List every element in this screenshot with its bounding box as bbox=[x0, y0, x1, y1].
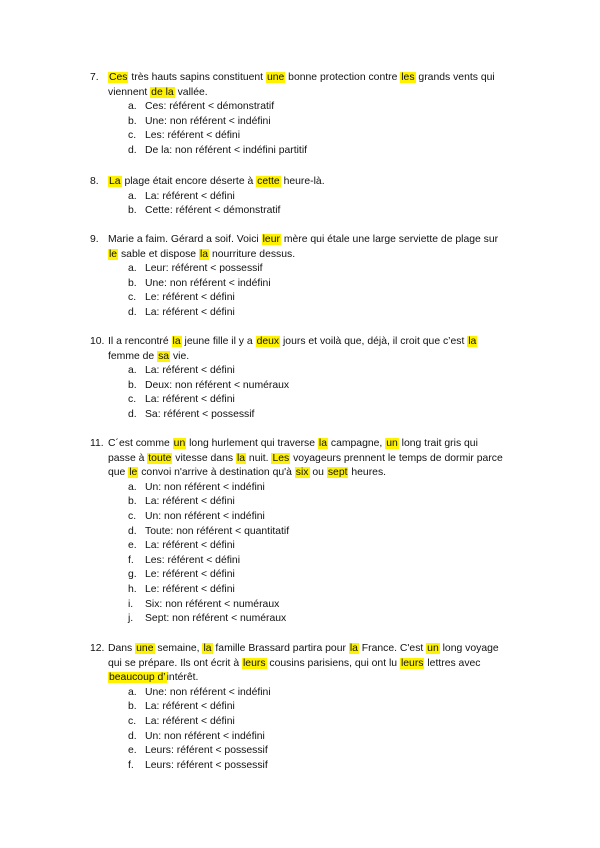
answer-letter: b. bbox=[128, 496, 137, 508]
answer-text: Le: référent < défini bbox=[145, 292, 235, 304]
text-run: sable et dispose bbox=[118, 248, 199, 260]
text-run: femme de bbox=[108, 350, 158, 362]
answer-text: La: référent < défini bbox=[145, 715, 235, 727]
answer-letter: c. bbox=[128, 510, 137, 522]
answer-item bbox=[128, 481, 530, 496]
highlighted-word: Ces bbox=[109, 72, 128, 83]
answer-item bbox=[128, 700, 530, 715]
text-run: nuit. bbox=[246, 452, 272, 464]
answer-list bbox=[90, 100, 530, 158]
text-run: grands vents qui bbox=[415, 72, 495, 83]
answer-item bbox=[128, 510, 530, 525]
answer-text: La: référent < défini bbox=[145, 496, 235, 508]
answer-letter: a. bbox=[128, 365, 137, 377]
text-run: Il a rencontré bbox=[108, 336, 172, 347]
answer-letter: g. bbox=[128, 569, 137, 581]
question-10 bbox=[90, 335, 530, 423]
answer-letter: c. bbox=[128, 715, 137, 727]
question-text bbox=[108, 176, 325, 187]
text-run: que bbox=[108, 467, 129, 479]
highlighted-word: les bbox=[401, 72, 415, 83]
question-7 bbox=[90, 71, 530, 159]
text-run: cousins parisiens, qui ont lu bbox=[266, 657, 400, 669]
answer-letter: d. bbox=[128, 144, 137, 156]
answer-letter: e. bbox=[128, 540, 137, 552]
answer-list bbox=[90, 364, 530, 422]
question-stem bbox=[90, 175, 530, 190]
answer-letter: c. bbox=[128, 292, 137, 304]
question-number: 8. bbox=[90, 176, 99, 187]
question-stem bbox=[90, 335, 530, 364]
answer-text: Les: référent < défini bbox=[145, 130, 241, 142]
question-text bbox=[108, 643, 499, 683]
answer-list bbox=[90, 190, 530, 219]
answer-text: Cette: référent < démonstratif bbox=[145, 205, 281, 217]
text-run: long voyage bbox=[439, 643, 499, 654]
text-run: vitesse dans bbox=[172, 452, 236, 464]
answer-text: Une: non référent < indéfini bbox=[145, 115, 271, 127]
question-stem bbox=[90, 233, 530, 262]
highlighted-word: toute bbox=[148, 452, 172, 464]
text-run: bonne protection contre bbox=[285, 72, 401, 83]
answer-text: La: référent < défini bbox=[145, 190, 235, 202]
text-run: heures. bbox=[348, 467, 387, 479]
answer-text: La: référent < défini bbox=[145, 306, 235, 318]
highlighted-word: leurs bbox=[243, 657, 266, 669]
answer-text: La: référent < défini bbox=[145, 701, 235, 713]
highlighted-word: la bbox=[468, 336, 477, 347]
answer-letter: d. bbox=[128, 525, 137, 537]
highlighted-word: une bbox=[136, 643, 154, 654]
question-number: 12. bbox=[90, 643, 105, 654]
answer-text: Six: non référent < numéraux bbox=[145, 598, 280, 610]
question-number: 11. bbox=[90, 438, 104, 449]
answer-item bbox=[128, 583, 530, 598]
answer-list bbox=[90, 262, 530, 320]
text-run: famille Brassard partira pour bbox=[212, 643, 349, 654]
answer-letter: a. bbox=[128, 481, 137, 493]
text-run: intérêt. bbox=[166, 672, 199, 684]
answer-text: De la: non référent < indéfini partitif bbox=[145, 144, 308, 156]
question-text bbox=[108, 234, 498, 260]
answer-item bbox=[128, 686, 530, 701]
answer-letter: a. bbox=[128, 101, 137, 113]
answer-text: Sept: non référent < numéraux bbox=[145, 613, 287, 625]
highlighted-word: une bbox=[266, 72, 285, 83]
answer-item bbox=[128, 144, 530, 159]
highlighted-word: le bbox=[129, 467, 138, 479]
answer-item bbox=[128, 129, 530, 144]
answer-list bbox=[90, 481, 530, 627]
text-run: long trait gris qui bbox=[398, 438, 478, 449]
answer-item bbox=[128, 379, 530, 394]
text-run: jeune fille il y a bbox=[181, 336, 256, 347]
answer-text: Un: non référent < indéfini bbox=[145, 730, 265, 742]
answer-item bbox=[128, 525, 530, 540]
question-11 bbox=[90, 437, 530, 627]
highlighted-word: un bbox=[427, 643, 439, 654]
text-run: qui se prépare. Ils ont écrit à bbox=[108, 657, 242, 669]
highlighted-word: la bbox=[349, 643, 358, 654]
question-12 bbox=[90, 642, 530, 773]
text-run: plage était encore déserte à bbox=[121, 176, 257, 187]
text-run: Dans bbox=[108, 643, 136, 654]
answer-text: Leurs: référent < possessif bbox=[145, 759, 268, 771]
highlighted-word: le bbox=[109, 248, 118, 260]
question-text bbox=[108, 336, 477, 362]
question-stem bbox=[90, 437, 530, 481]
answer-letter: b. bbox=[128, 205, 137, 217]
highlighted-word: un bbox=[173, 438, 186, 449]
question-text bbox=[108, 72, 495, 98]
text-run: passe à bbox=[108, 452, 148, 464]
answer-item bbox=[128, 598, 530, 613]
question-number: 7. bbox=[90, 72, 99, 83]
answer-letter: j. bbox=[128, 613, 134, 625]
answer-item bbox=[128, 715, 530, 730]
answer-item bbox=[128, 759, 530, 774]
answer-item bbox=[128, 744, 530, 759]
answer-text: La: référent < défini bbox=[145, 365, 235, 377]
answer-letter: a. bbox=[128, 686, 137, 698]
answer-text: Un: non référent < indéfini bbox=[145, 481, 265, 493]
answer-letter: d. bbox=[128, 730, 137, 742]
highlighted-word: Les bbox=[272, 452, 290, 464]
question-9 bbox=[90, 233, 530, 321]
answer-item bbox=[128, 554, 530, 569]
highlighted-word: beaucoup d’ bbox=[109, 672, 166, 684]
text-run: viennent bbox=[108, 86, 151, 98]
answer-text: Une: non référent < indéfini bbox=[145, 277, 271, 289]
question-text bbox=[108, 438, 503, 478]
answer-letter: c. bbox=[128, 130, 137, 142]
answer-text: Deux: non référent < numéraux bbox=[145, 379, 290, 391]
answer-text: La: référent < défini bbox=[145, 540, 235, 552]
answer-letter: e. bbox=[128, 745, 137, 757]
text-run: nourriture dessus. bbox=[209, 248, 296, 260]
text-run: vallée. bbox=[174, 86, 208, 98]
text-run: campagne, bbox=[328, 438, 386, 449]
answer-item bbox=[128, 568, 530, 583]
answer-text: Toute: non référent < quantitatif bbox=[145, 525, 290, 537]
answer-item bbox=[128, 539, 530, 554]
answer-text: Leur: référent < possessif bbox=[145, 263, 263, 275]
highlighted-word: de la bbox=[151, 86, 174, 98]
answer-text: Leurs: référent < possessif bbox=[145, 745, 268, 757]
answer-list bbox=[90, 686, 530, 774]
answer-item bbox=[128, 100, 530, 115]
answer-text: Les: référent < défini bbox=[145, 554, 241, 566]
text-run: Marie a faim. Gérard a soif. Voici bbox=[108, 234, 262, 245]
answer-text: Un: non référent < indéfini bbox=[145, 510, 265, 522]
highlighted-word: la bbox=[236, 452, 246, 464]
highlighted-word: sept bbox=[327, 467, 348, 479]
highlighted-word: La bbox=[109, 176, 121, 187]
question-number: 9. bbox=[90, 234, 99, 245]
text-run: très hauts sapins constituent bbox=[128, 72, 266, 83]
answer-text: Ces: référent < démonstratif bbox=[145, 101, 275, 113]
answer-text: Sa: référent < possessif bbox=[145, 408, 255, 420]
answer-text: La: référent < défini bbox=[145, 394, 235, 406]
question-stem bbox=[90, 71, 530, 100]
text-run: vie. bbox=[170, 350, 190, 362]
text-run: long hurlement qui traverse bbox=[186, 438, 318, 449]
answer-letter: d. bbox=[128, 408, 137, 420]
answer-letter: a. bbox=[128, 190, 137, 202]
answer-letter: b. bbox=[128, 277, 137, 289]
question-stem bbox=[90, 642, 530, 686]
answer-item bbox=[128, 190, 530, 205]
highlighted-word: la bbox=[203, 643, 212, 654]
highlighted-word: la bbox=[318, 438, 328, 449]
highlighted-word: un bbox=[386, 438, 398, 449]
answer-item bbox=[128, 364, 530, 379]
answer-letter: c. bbox=[128, 394, 137, 406]
answer-item bbox=[128, 730, 530, 745]
answer-text: Le: référent < défini bbox=[145, 583, 235, 595]
highlighted-word: leurs bbox=[400, 657, 424, 669]
answer-item bbox=[128, 495, 530, 510]
answer-item bbox=[128, 408, 530, 423]
question-number: 10. bbox=[90, 336, 105, 347]
answer-letter: d. bbox=[128, 306, 137, 318]
answer-item bbox=[128, 291, 530, 306]
highlighted-word: leur bbox=[262, 234, 280, 245]
answer-item bbox=[128, 115, 530, 130]
answer-item bbox=[128, 306, 530, 321]
highlighted-word: la bbox=[172, 336, 181, 347]
text-run: heure-là. bbox=[280, 176, 325, 187]
answer-letter: f. bbox=[128, 554, 134, 566]
question-8 bbox=[90, 175, 530, 219]
answer-letter: f. bbox=[128, 759, 134, 771]
answer-letter: b. bbox=[128, 701, 137, 713]
answer-letter: b. bbox=[128, 379, 137, 391]
highlighted-word: deux bbox=[256, 336, 280, 347]
text-run: voyageurs prennent le temps de dormir parce bbox=[290, 452, 503, 464]
highlighted-word: la bbox=[199, 248, 209, 260]
answer-item bbox=[128, 612, 530, 627]
highlighted-word: cette bbox=[257, 176, 280, 187]
text-run: ou bbox=[309, 467, 327, 479]
text-run: jours et voilà que, déjà, il croit que c’est bbox=[280, 336, 468, 347]
answer-letter: a. bbox=[128, 263, 137, 275]
highlighted-word: six bbox=[295, 467, 309, 479]
highlighted-word: sa bbox=[158, 350, 170, 362]
text-run: semaine, bbox=[154, 643, 203, 654]
text-run: lettres avec bbox=[424, 657, 481, 669]
answer-item bbox=[128, 204, 530, 219]
text-run: France. C'est bbox=[358, 643, 427, 654]
answer-letter: b. bbox=[128, 115, 137, 127]
text-run: convoi n'arrive à destination qu'à bbox=[138, 467, 295, 479]
answer-item bbox=[128, 277, 530, 292]
answer-item bbox=[128, 393, 530, 408]
answer-letter: i. bbox=[128, 598, 134, 610]
answer-text: Le: référent < défini bbox=[145, 569, 235, 581]
text-run: mère qui étale une large serviette de plage sur bbox=[280, 234, 499, 245]
text-run: C´est comme bbox=[108, 438, 173, 449]
answer-item bbox=[128, 262, 530, 277]
answer-text: Une: non référent < indéfini bbox=[145, 686, 271, 698]
answer-letter: h. bbox=[128, 583, 137, 595]
